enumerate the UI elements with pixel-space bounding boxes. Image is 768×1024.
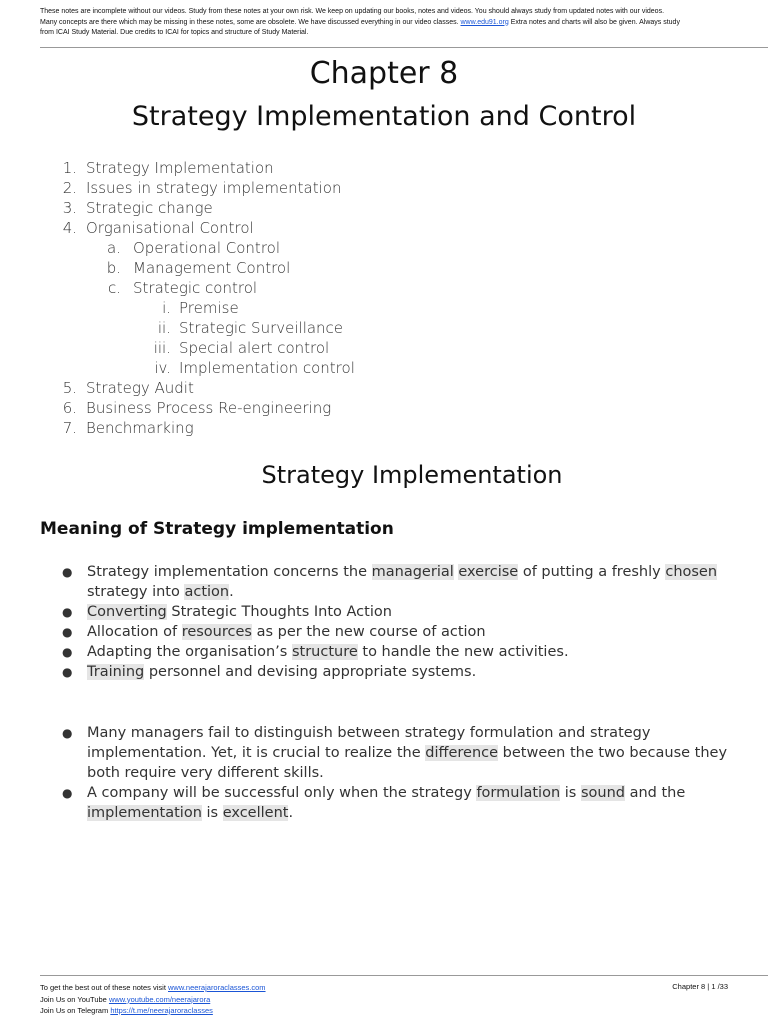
bullet-text: between the two because they both require very different skills. [87,745,728,781]
topic-number: c. [107,279,121,297]
header-divider [40,47,768,48]
topic-label: Strategy Implementation [86,159,274,177]
bullet-dot-icon: ● [62,605,73,619]
bullet-text: . [288,805,294,821]
highlighted-term: structure [291,644,358,660]
highlighted-term: Converting [87,604,167,620]
topic-label: Issues in strategy implementation [86,179,342,197]
highlighted-term: difference [425,745,499,761]
footer-line-website [40,982,266,994]
section-heading: Strategy Implementation [261,461,563,489]
bullet-dot-icon: ● [62,786,73,800]
highlighted-term: exercise [458,564,519,580]
highlighted-term: sound [580,785,625,801]
topic-label: Organisational Control [86,219,254,237]
youtube-link[interactable]: www.youtube.com/neerajarora [108,994,211,1004]
subsection-heading: Meaning of Strategy implementation [40,519,394,539]
topic-number: i. [162,299,171,317]
topic-label: Strategic change [86,199,213,217]
bullet-text: is [201,805,223,821]
disclaimer-line-2 [40,18,740,29]
bullet-item [40,662,750,682]
highlighted-term: chosen [665,564,718,580]
topic-item [45,178,355,198]
disclaimer-line-1: These notes are incomplete without our videos. Study from these notes at your own risk. We keep on updating our books, notes and videos. You should always study from updated notes with our videos. [40,8,665,15]
topic-label: Operational Control [133,239,280,257]
edu91-link[interactable]: www.edu91.org [460,18,509,26]
chapter-title: Strategy Implementation and Control [131,101,637,132]
topic-item [45,198,355,218]
meaning-bullet-list [40,562,750,682]
topic-label: Strategic Surveillance [179,319,344,337]
topic-label: Implementation control [179,359,355,377]
bullet-dot-icon: ● [62,665,73,679]
chapter-number: Chapter 8 [309,56,459,91]
topic-item [45,318,355,338]
topic-number: iv. [154,359,171,377]
bullet-text: Strategy implementation concerns the [87,564,372,580]
bullet-text: is [560,785,581,801]
topic-item [45,418,355,438]
highlighted-term: formulation [476,785,561,801]
topic-item [45,378,355,398]
topic-label: Management Control [133,259,291,277]
highlighted-term: managerial [371,564,454,580]
topic-label: Benchmarking [86,419,194,437]
topic-number: 7. [62,419,77,437]
footer-youtube-text: Join Us on YouTube [40,994,109,1004]
highlighted-term: resources [181,624,252,640]
bullet-text: of putting a freshly [518,564,666,580]
topic-number: ii. [157,319,171,337]
bullet-dot-icon: ● [62,625,73,639]
footer-links [40,982,266,1017]
bullet-text: A company will be successful only when the strategy [87,785,477,801]
bullet-item [40,622,750,642]
footer-line-telegram [40,1005,266,1017]
highlighted-term: excellent [222,805,289,821]
bullet-item [40,642,750,662]
bullet-dot-icon: ● [62,645,73,659]
bullet-text: personnel and devising appropriate systems. [144,664,477,680]
bullet-item [40,783,750,823]
highlighted-term: action [184,584,230,600]
topic-number: 4. [62,219,77,237]
topic-item [45,358,355,378]
topic-label: Special alert control [179,339,330,357]
bullet-text: and the [624,785,686,801]
topic-label: Business Process Re-engineering [86,399,332,417]
footer-telegram-text: Join Us on Telegram [40,1006,111,1015]
bullet-text: . [229,584,234,600]
topics-list [45,158,355,438]
topic-label: Premise [179,299,239,317]
topic-item [45,278,355,298]
bullet-text: Adapting the organisation’s [87,644,292,660]
topic-item [45,218,355,238]
disclaimer-line-2-text: Many concepts are there which may be missing in these notes, some are obsolete. We have discussed everything in our video classes. [40,18,461,26]
highlighted-term: Training [87,664,145,680]
topic-item [45,158,355,178]
bullet-text: strategy into [87,584,185,600]
bullet-dot-icon: ● [62,565,73,579]
bullet-text: Many managers fail to distinguish between strategy formulation and strategy implementation. Yet, it is crucial to realize the [87,725,651,761]
bullet-item [40,562,750,602]
footer-divider [40,975,768,976]
topic-number: 5. [62,379,77,397]
bullet-text: Strategic Thoughts Into Action [166,604,392,620]
page-number: Chapter 8 | 1 /33 [672,982,728,991]
bullet-item [40,602,750,622]
topic-item [45,298,355,318]
topic-number: b. [106,259,121,277]
formulation-bullet-list [40,723,750,823]
topic-label: Strategy Audit [86,379,194,397]
disclaimer-header [40,7,740,39]
highlighted-term: implementation [87,805,202,821]
bullet-text: to handle the new activities. [357,644,569,660]
topic-number: iii. [153,339,171,357]
topic-number: a. [107,239,121,257]
footer-line-youtube [40,994,266,1006]
topic-item [45,398,355,418]
topic-item [45,338,355,358]
footer-website-text: To get the best out of these notes visit [40,983,168,992]
topic-item [45,258,355,278]
bullet-text: Allocation of [87,624,182,640]
topic-item [45,238,355,258]
topic-label: Strategic control [133,279,258,297]
website-link[interactable]: www.neerajaroraclasses.com [168,983,266,992]
bullet-text: as per the new course of action [251,624,486,640]
bullet-dot-icon: ● [62,726,73,740]
topic-number: 6. [62,399,77,417]
telegram-link[interactable]: https://t.me/neerajaroraclasses [110,1006,213,1015]
disclaimer-line-3: from ICAI Study Material. Due credits to ICAI for topics and structure of Study Material. [40,29,309,36]
disclaimer-line-2-tail: Extra notes and charts will also be given. Always study [508,18,680,26]
bullet-item [40,723,750,783]
topic-number: 1. [62,159,77,177]
topic-number: 2. [62,179,77,197]
topic-number: 3. [62,199,77,217]
